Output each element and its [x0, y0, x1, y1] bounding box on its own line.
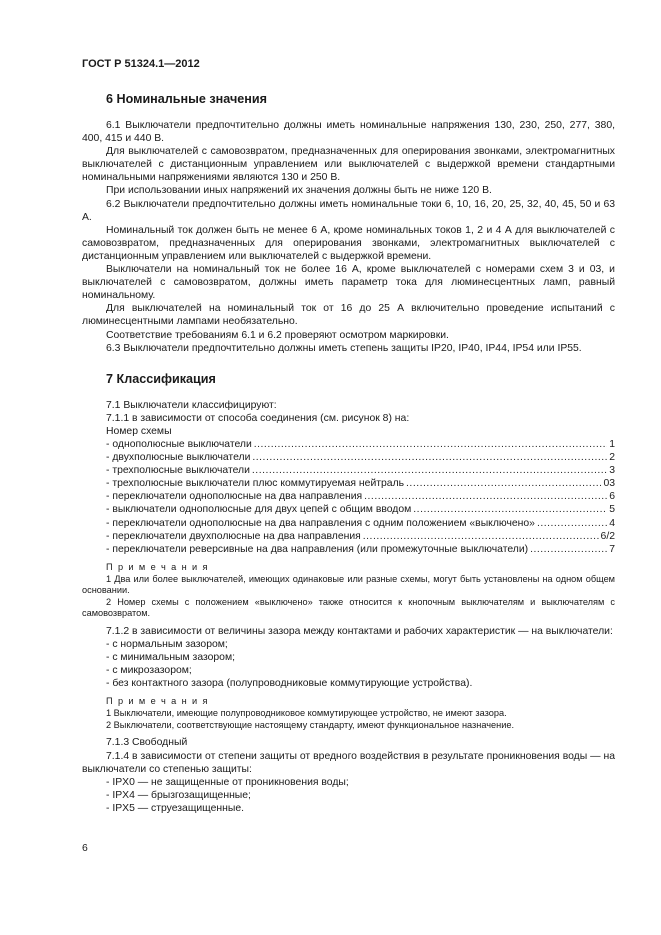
paragraph-6-2: 6.2 Выключатели предпочтительно должны иметь номинальные токи 6, 10, 16, 20, 25, 32, 40, 45, 50 и 63 А.: [82, 198, 615, 223]
section-6-title: 6 Номинальные значения: [106, 92, 267, 106]
scheme-list: [82, 438, 615, 556]
paragraph-7-1: 7.1 Выключатели классифицируют:: [106, 399, 277, 411]
list-item: - с нормальным зазором;: [106, 639, 228, 650]
section-7-title: 7 Классификация: [106, 371, 216, 386]
scheme-number-heading: Номер схемы: [106, 425, 172, 437]
notes-title: П р и м е ч а н и я: [106, 696, 209, 707]
paragraph: При использовании иных напряжений их значения должны быть не ниже 120 В.: [106, 185, 492, 197]
paragraph: Для выключателей на номинальный ток от 16 до 25 А включительно проведение испытаний с люминесцентными лампами необязательно.: [82, 303, 615, 328]
list-item: - с микрозазором;: [106, 665, 192, 677]
list-item: - выключатели однополюсные для двух цепей с общим вводом ..... 5: [82, 503, 615, 516]
paragraph-7-1-1: 7.1.1 в зависимости от способа соединения (см. рисунок 8) на:: [106, 412, 410, 424]
paragraph-7-1-3: 7.1.3 Свободный: [106, 737, 188, 749]
list-item: - однополюсные выключатели ..... 1: [82, 438, 615, 451]
document-header: ГОСТ Р 51324.1—2012: [82, 58, 200, 70]
document-body: [82, 92, 615, 815]
note: 2 Номер схемы с положением «выключено» также относится к кнопочным выключателям и выключателям с самовозвратом.: [82, 596, 615, 619]
list-item: - трехполюсные выключатели плюс коммутируемая нейтраль ..... 03: [82, 477, 615, 490]
paragraph-6-1: 6.1 Выключатели предпочтительно должны иметь номинальные напряжения 130, 230, 250, 277, 380, 400, 415 и 440 В.: [82, 120, 615, 145]
paragraph-6-3: 6.3 Выключатели предпочтительно должны иметь степень защиты IP20, IP40, IP44, IP54 или IP55.: [106, 342, 582, 354]
list-item: - переключатели реверсивные на два направления (или промежуточные выключатели) ..... 7: [82, 543, 615, 556]
paragraph: Выключатели на номинальный ток не более 16 А, кроме выключателей с номерами схем 3 и 03, и выключателей с самовозвратом, должны иметь параметр тока для люминесцентных ламп, равный номинальному.: [82, 264, 615, 302]
list-item: - IPX5 — струезащищенные.: [106, 802, 245, 814]
list-item: - без контактного зазора (полупроводниковые коммутирующие устройства).: [106, 678, 473, 690]
list-item: - двухполюсные выключатели ..... 2: [82, 451, 615, 464]
list-item: - с минимальным зазором;: [106, 652, 235, 664]
paragraph: Номинальный ток должен быть не менее 6 А, кроме номинальных токов 1, 2 и 4 А для выключателей с самовозвратом, предназначенных для оперирования звонками, электромагнитных выключателей с дистанционным управлением или выключателей с выдержкой времени.: [82, 224, 615, 262]
list-item: - переключатели однополюсные на два направления с одним положением «выключено» ..... 4: [82, 517, 615, 530]
notes-title: П р и м е ч а н и я: [106, 561, 209, 572]
note: 2 Выключатели, соответствующие настоящему стандарту, имеют функциональное назначение.: [106, 719, 515, 730]
list-item: - IPX0 — не защищенные от проникновения воды;: [106, 776, 349, 788]
paragraph-7-1-2: 7.1.2 в зависимости от величины зазора между контактами и рабочих характеристик — на выключатели:: [106, 625, 613, 637]
list-item: - переключатели двухполюсные на два направления ..... 6/2: [82, 530, 615, 543]
page-number: 6: [82, 843, 88, 854]
paragraph: Соответствие требованиям 6.1 и 6.2 проверяют осмотром маркировки.: [106, 329, 449, 341]
paragraph: Для выключателей с самовозвратом, предназначенных для оперирования звонками, электромагнитных выключателей с дистанционным управлением или выключателей с выдержкой времени стандартными номинальными напряжениями являются 130 и 250 В.: [82, 146, 615, 184]
note: 1 Два или более выключателей, имеющих одинаковые или разные схемы, могут быть установлены на одном общем основании.: [82, 573, 615, 596]
paragraph-7-1-4: 7.1.4 в зависимости от степени защиты от вредного воздействия в результате проникновения воды — на выключатели со степенью защиты:: [82, 750, 615, 775]
list-item: - IPX4 — брызгозащищенные;: [106, 789, 251, 801]
list-item: - трехполюсные выключатели ..... 3: [82, 464, 615, 477]
note: 1 Выключатели, имеющие полупроводниковое коммутирующее устройство, не имеют зазора.: [106, 708, 507, 719]
list-item: - переключатели однополюсные на два направления ..... 6: [82, 490, 615, 503]
